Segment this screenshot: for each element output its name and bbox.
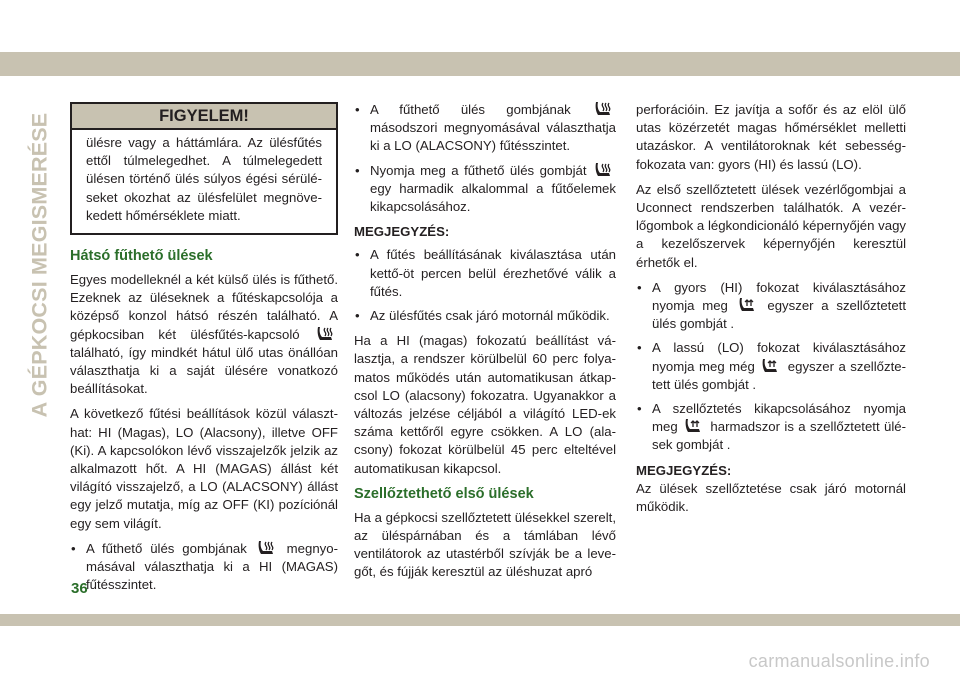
list-item: • Az ülésfűtés csak járó motornál működik. bbox=[354, 307, 616, 325]
list-item: • A lassú (LO) fokozat kiválasztásához nyomja meg még egyszer a szellőztetett ülés gombját . bbox=[636, 339, 906, 394]
list-item: • A fűthető ülés gombjának másodszori megnyomásával választhatja ki a LO (ALACSONY) fűtésszintet. bbox=[354, 101, 616, 156]
column-3 bbox=[636, 101, 906, 523]
rear-heated-seats-heading: Hátsó fűthető ülések bbox=[70, 248, 213, 265]
list-item: • A szellőztetés kikapcsolásához nyomja meg harmadszor is a szellőztetett ülések gombját . bbox=[636, 400, 906, 455]
paragraph: Az első szellőztetett ülések vezérlőgombjai a Uconnect rendszerben találhatók. A vezérlőgombok a légkondicionáló képernyőjén vagy a kezelőszervek képernyőjén keresztül érhetők el. bbox=[636, 181, 906, 270]
list-item: • A fűthető ülés gombjának megnyomásával választhatja ki a HI (MAGAS) fűtésszintet. bbox=[70, 540, 338, 595]
bullet-list bbox=[354, 101, 616, 216]
paragraph: Egyes modelleknél a két külső ülés is fűthető. Ezeknek az üléseknek a fűtéskapcsolója a középső konzol hátsó részén található. A gépkocsiban két ülésfűtés-kapcsoló található, így mindkét hátul ülő utas önállóan választhatja ki a saját ülésére vonatkozó beállításokat. bbox=[70, 272, 338, 397]
ventilated-seat-icon bbox=[685, 418, 703, 433]
paragraph: perforációin. Ez javítja a sofőr és az elöl ülő utas közérzetét magas hőmérséklet melletti utazáskor. A ventilátoroknak két sebességfokozata van: gyors (HI) és lassú (LO). bbox=[636, 102, 906, 172]
note-title: MEGJEGYZÉS: bbox=[354, 224, 450, 240]
list-item: • A fűtés beállításának kiválasztása után kettő-öt percen belül érezhetővé válik a fűtés. bbox=[354, 246, 616, 301]
heated-seat-icon bbox=[595, 162, 613, 177]
list-item: • A gyors (HI) fokozat kiválasztásához nyomja meg egyszer a szellőztetett ülés gombját . bbox=[636, 279, 906, 334]
page-number: 36 bbox=[71, 580, 88, 597]
section-title: A GÉPKOCSI MEGISMERÉSE bbox=[27, 112, 52, 418]
ventilated-seat-icon bbox=[762, 358, 780, 373]
footer-band bbox=[0, 614, 960, 626]
warning-body: ülésre vagy a háttámlára. Az ülésfűtés ettől túlmelegedhet. A túlmelegedett ülésen történő ülés súlyos égési sérüléseket okozhat az ülésfelület megnövekedett hőmérséklete miatt. bbox=[86, 135, 322, 223]
watermark: carmanualsonline.info bbox=[748, 651, 930, 671]
ventilated-seat-icon bbox=[739, 297, 757, 312]
ventilated-seats-heading: Szellőztethető első ülések bbox=[354, 485, 534, 502]
paragraph: A következő fűtési beállítások közül választhat: HI (Magas), LO (Alacsony), illetve OFF (Ki). A kapcsolókon lévő visszajelzők jelzik az alkalmazott hőt. A HI (MAGAS) állást két világító visszajelző, a LO (ALACSONY) állást egy jelző mutatja, míg az OFF (KI) pozíciónál egy sem világít. bbox=[70, 406, 338, 531]
column-1 bbox=[70, 102, 338, 601]
bullet-list bbox=[636, 279, 906, 455]
paragraph: Az ülések szellőztetése csak járó motornál működik. bbox=[636, 480, 906, 515]
list-item: • Nyomja meg a fűthető ülés gombját egy harmadik alkalommal a fűtőelemek kikapcsolásához. bbox=[354, 162, 616, 217]
header-band bbox=[0, 52, 960, 76]
heated-seat-icon bbox=[258, 540, 276, 555]
bullet-list bbox=[70, 540, 338, 595]
column-2 bbox=[354, 101, 616, 589]
heated-seat-icon bbox=[317, 326, 335, 341]
bullet-list bbox=[354, 246, 616, 325]
paragraph: Ha a gépkocsi szellőztetett ülésekkel szerelt, az üléspárnában és a támlában lévő ventilátorok az utastérből szívják be a levegőt, és fújják keresztül az üléshuzat apró bbox=[354, 509, 616, 580]
warning-title: FIGYELEM! bbox=[72, 104, 336, 130]
paragraph: Ha a HI (magas) fokozatú beállítást választja, a rendszer körülbelül 60 perc folyamatos működés után automatikusan átkapcsol LO (alacsony) fokozatra. Ugyanakkor a változás jelzése céljából a világító LED-ek száma kettőről egyre csökken. A LO (alacsony) fokozat körülbelül 45 perc elteltével automatikusan kikapcsol. bbox=[354, 333, 616, 476]
note-title: MEGJEGYZÉS: bbox=[636, 462, 732, 478]
warning-box bbox=[70, 102, 338, 235]
section-side-tab bbox=[27, 100, 52, 430]
heated-seat-icon bbox=[595, 101, 613, 116]
